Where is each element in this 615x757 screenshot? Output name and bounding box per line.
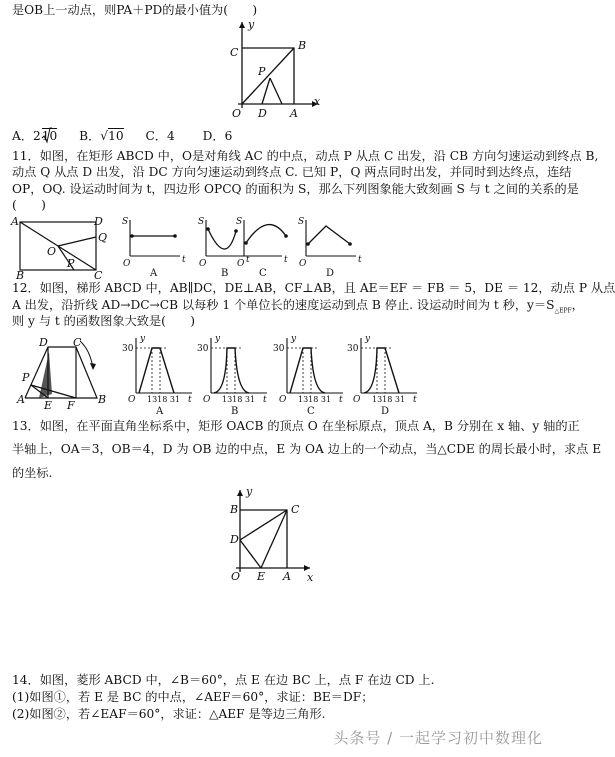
q11-line3: OP，OQ. 设运动时间为 t，四边形 OPCQ 的面积为 S，那么下列图象能大致刻画 S 与 t 之间的关系的是	[12, 182, 579, 196]
q10-label-D: D	[258, 107, 267, 120]
q10-option-a: A．2	[12, 129, 41, 143]
q11-graph-O-label: O	[237, 259, 245, 269]
q13-label-A: A	[283, 570, 291, 583]
q12-graph-30-label: 30	[197, 344, 209, 354]
q12-graph-30-label: 30	[347, 344, 359, 354]
q13-line2: 半轴上，OA＝3，OB＝4，D 为 OB 边的中点，E 为 OA 边上的一个动点，当△CDE 的周长最小时，求点 E	[12, 442, 602, 456]
q12-graph-t-label: t	[413, 395, 417, 405]
q10-label-A: A	[290, 107, 298, 120]
q11-graph-S-label: S	[198, 217, 205, 227]
q11-option-label: D	[326, 268, 335, 279]
q12-trap-C: C	[73, 336, 82, 349]
q11-option-label: A	[150, 268, 158, 279]
q11-rect-D: D	[94, 215, 103, 228]
watermark: 头条号 / 一起学习初中数理化	[333, 729, 543, 747]
q10-label-C: C	[230, 46, 239, 59]
q14-line3: (2)如图②，若∠EAF＝60°，求证：△AEF 是等边三角形.	[12, 707, 326, 721]
q13-label-E: E	[257, 570, 266, 583]
q12-graph-t-label: t	[339, 395, 343, 405]
q11-graph-S-label: S	[236, 217, 243, 227]
q12-option-label: A	[156, 406, 164, 417]
q11-rect-B: B	[16, 269, 25, 282]
q13-line3: 的坐标.	[12, 466, 53, 480]
q12-graph-O-label: O	[353, 395, 361, 405]
q13-label-O: O	[231, 570, 241, 583]
q11-rect-A: A	[11, 215, 19, 228]
q12-graph-O-label: O	[203, 395, 211, 405]
q10-option-d: D．6	[202, 129, 233, 143]
q12-graph-t-label: t	[188, 395, 192, 405]
q11-graph-O-label: O	[123, 259, 131, 269]
q12-line2-end: ，	[571, 298, 584, 312]
q11-option-label: C	[259, 268, 267, 279]
q10-label-P: P	[258, 65, 266, 78]
q13-label-C: C	[291, 503, 300, 516]
q14-line1: 14．如图，菱形 ABCD 中，∠B＝60°，点 E 在边 BC 上，点 F 在边 CD 上.	[12, 673, 435, 687]
q10-label-x: x	[314, 95, 321, 108]
q11-graph-t-label: t	[182, 255, 186, 265]
q12-option-label: B	[231, 406, 239, 417]
q11-line1: 11．如图，在矩形 ABCD 中，O是对角线 AC 的中点，动点 P 从点 C 出发，沿 CB 方向匀速运动到终点 B,	[12, 149, 599, 163]
q11-graph-S-label: S	[298, 217, 305, 227]
q13-label-B: B	[230, 503, 239, 516]
q12-graph-O-label: O	[279, 395, 287, 405]
q10-option-b: B．	[79, 129, 101, 143]
q11-rect-Q: Q	[98, 231, 108, 244]
q13-label-x: x	[307, 571, 314, 584]
q12-option-label: C	[307, 406, 315, 417]
q12-graph-tick-labels: 1318 31	[298, 395, 332, 404]
q10-option-c: C．4	[145, 129, 175, 143]
q11-graph-O-label: O	[199, 259, 207, 269]
q12-trap-F: F	[67, 399, 75, 412]
q12-graph-t-label: t	[263, 395, 267, 405]
q13-label-D: D	[230, 533, 239, 546]
q10-label-O: O	[232, 107, 242, 120]
q10-label-y: y	[248, 18, 255, 31]
q12-option-label: D	[381, 406, 390, 417]
q12-graph-y-label: y	[140, 334, 146, 344]
q12-graph-y-label: y	[215, 334, 221, 344]
q12-trap-D: D	[39, 336, 48, 349]
q12-graph-y-label: y	[365, 334, 371, 344]
q11-rect-O: O	[47, 245, 57, 258]
q10-option-b-radicand: 10	[108, 129, 124, 143]
q13-label-y: y	[246, 485, 253, 498]
q12-graph-tick-labels: 1318 31	[372, 395, 406, 404]
q12-trap-B: B	[98, 393, 107, 406]
q11-line2: 动点 Q 从点 D 出发，沿 DC 方向匀速运动到终点 C. 已知 P，Q 两点同时出发，并同时到达终点，连结	[12, 165, 572, 179]
q10-options: A．210 B．√10 C．4 D．6	[12, 129, 233, 143]
q14-line2: (1)如图①，若 E 是 BC 的中点，∠AEF＝60°，求证：BE＝DF；	[12, 690, 374, 704]
q12-graph-30-label: 30	[122, 344, 134, 354]
q12-line2-text: A 出发，沿折线 AD→DC→CB 以每秒 1 个单位长的速度运动到点 B 停止. 设运动时间为 t 秒，y＝S	[12, 298, 555, 312]
q11-option-label: B	[221, 268, 229, 279]
q11-graph-S-label: S	[122, 217, 129, 227]
q11-graph-t-label: t	[284, 255, 288, 265]
q12-trap-A: A	[17, 393, 25, 406]
q12-graph-tick-labels: 1318 31	[222, 395, 256, 404]
q11-rect-P: P	[67, 257, 75, 270]
q12-line2-subscript: △EPF	[554, 307, 572, 315]
q13-line1: 13．如图，在平面直角坐标系中，矩形 OACB 的顶点 O 在坐标原点，顶点 A，B 分别在 x 轴、y 轴的正	[12, 419, 580, 433]
q11-line4: ( )	[12, 198, 46, 212]
q10-label-B: B	[298, 39, 307, 52]
q11-graph-t-label: t	[358, 255, 362, 265]
q12-graph-30-label: 30	[273, 344, 285, 354]
q11-graph-O-label: O	[299, 259, 307, 269]
q11-graph-t-label: t	[246, 255, 250, 265]
q12-trap-E: E	[44, 399, 53, 412]
q10-option-a-radicand: 10	[41, 129, 58, 143]
q12-line3: 则 y 与 t 的函数图象大致是( )	[12, 314, 196, 328]
q10-stem-tail: 是OB上一动点，则PA＋PD的最小值为( )	[12, 3, 258, 17]
q12-trap-P: P	[22, 371, 30, 384]
q11-rect-C: C	[94, 269, 103, 282]
q12-graph-tick-labels: 1318 31	[147, 395, 181, 404]
q12-line1: 12．如图，梯形 ABCD 中，AB∥DC，DE⊥AB，CF⊥AB，且 AE＝EF ＝ FB ＝ 5，DE ＝ 12，动点 P 从点	[12, 281, 615, 295]
q12-graph-O-label: O	[128, 395, 136, 405]
q12-graph-y-label: y	[291, 334, 297, 344]
